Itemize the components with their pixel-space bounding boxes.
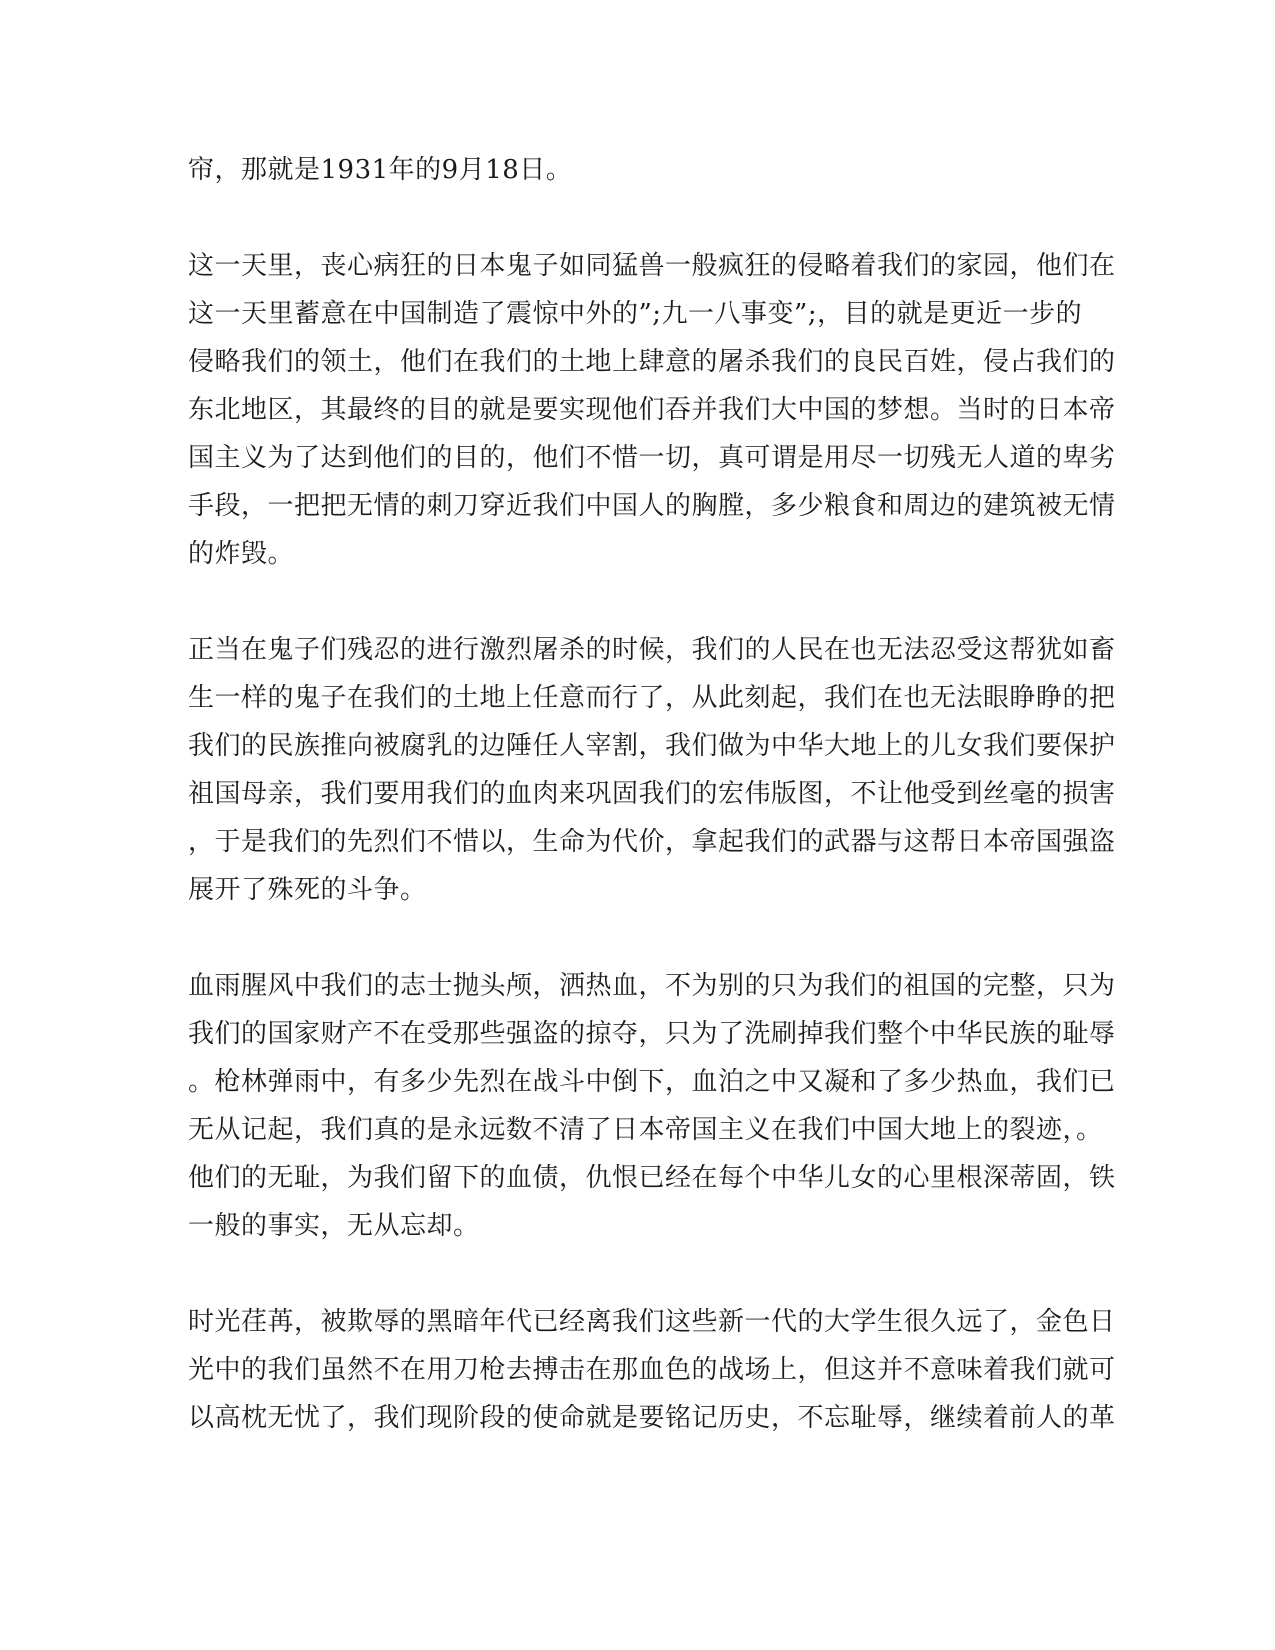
- text-line: 光中的我们虽然不在用刀枪去搏击在那血色的战场上，但这并不意味着我们就可: [188, 1355, 1116, 1385]
- text-line: 他们的无耻，为我们留下的血债，仇恨已经在每个中华儿女的心里根深蒂固，铁: [188, 1163, 1116, 1193]
- paragraph-4: [188, 962, 1116, 1250]
- text-line: 我们的民族推向被腐乳的边陲任人宰割，我们做为中华大地上的儿女我们要保护: [188, 731, 1116, 761]
- text-line: 手段，一把把无情的刺刀穿近我们中国人的胸膛，多少粮食和周边的建筑被无情: [188, 491, 1116, 521]
- text-line: 东北地区，其最终的目的就是要实现他们吞并我们大中国的梦想。当时的日本帝: [188, 395, 1116, 425]
- text-line: 一般的事实，无从忘却。: [188, 1211, 480, 1241]
- text-line: 我们的国家财产不在受那些强盗的掠夺，只为了洗刷掉我们整个中华民族的耻辱: [188, 1019, 1116, 1049]
- text-line: 。枪林弹雨中，有多少先烈在战斗中倒下，血泊之中又凝和了多少热血，我们已: [188, 1067, 1116, 1097]
- paragraph-2: [188, 242, 1116, 578]
- paragraph-3: [188, 626, 1116, 914]
- text-line: 正当在鬼子们残忍的进行激烈屠杀的时候，我们的人民在也无法忍受这帮犹如畜: [188, 635, 1116, 665]
- text-line: 祖国母亲，我们要用我们的血肉来巩固我们的宏伟版图，不让他受到丝毫的损害: [188, 779, 1116, 809]
- paragraph-5: [188, 1298, 1116, 1442]
- text-line: ，于是我们的先烈们不惜以，生命为代价，拿起我们的武器与这帮日本帝国强盗: [188, 827, 1116, 857]
- text-line: 侵略我们的领土，他们在我们的土地上肆意的屠杀我们的良民百姓，侵占我们的: [188, 347, 1116, 377]
- paragraph-1: [188, 146, 1068, 194]
- text-line: 这一天里蓄意在中国制造了震惊中外的”;九一八事变”;，目的就是更近一步的: [188, 299, 1083, 329]
- text-line: 的炸毁。: [188, 539, 295, 569]
- text-line: 展开了殊死的斗争。: [188, 875, 427, 905]
- text-line: 无从记起，我们真的是永远数不清了日本帝国主义在我们中国大地上的裂迹，。: [188, 1115, 1103, 1145]
- text-line: 血雨腥风中我们的志士抛头颅，洒热血，不为别的只为我们的祖国的完整，只为: [188, 971, 1116, 1001]
- text-line: 生一样的鬼子在我们的土地上任意而行了，从此刻起，我们在也无法眼睁睁的把: [188, 683, 1116, 713]
- text-line: 国主义为了达到他们的目的，他们不惜一切，真可谓是用尽一切残无人道的卑劣: [188, 443, 1116, 473]
- text-line: 以高枕无忧了，我们现阶段的使命就是要铭记历史，不忘耻辱，继续着前人的革: [188, 1403, 1116, 1433]
- text-line: 这一天里，丧心病狂的日本鬼子如同猛兽一般疯狂的侵略着我们的家园，他们在: [188, 251, 1116, 281]
- text-line: 时光荏苒，被欺辱的黑暗年代已经离我们这些新一代的大学生很久远了，金色日: [188, 1307, 1116, 1337]
- text-line: 帘，那就是1931年的9月18日。: [188, 155, 573, 185]
